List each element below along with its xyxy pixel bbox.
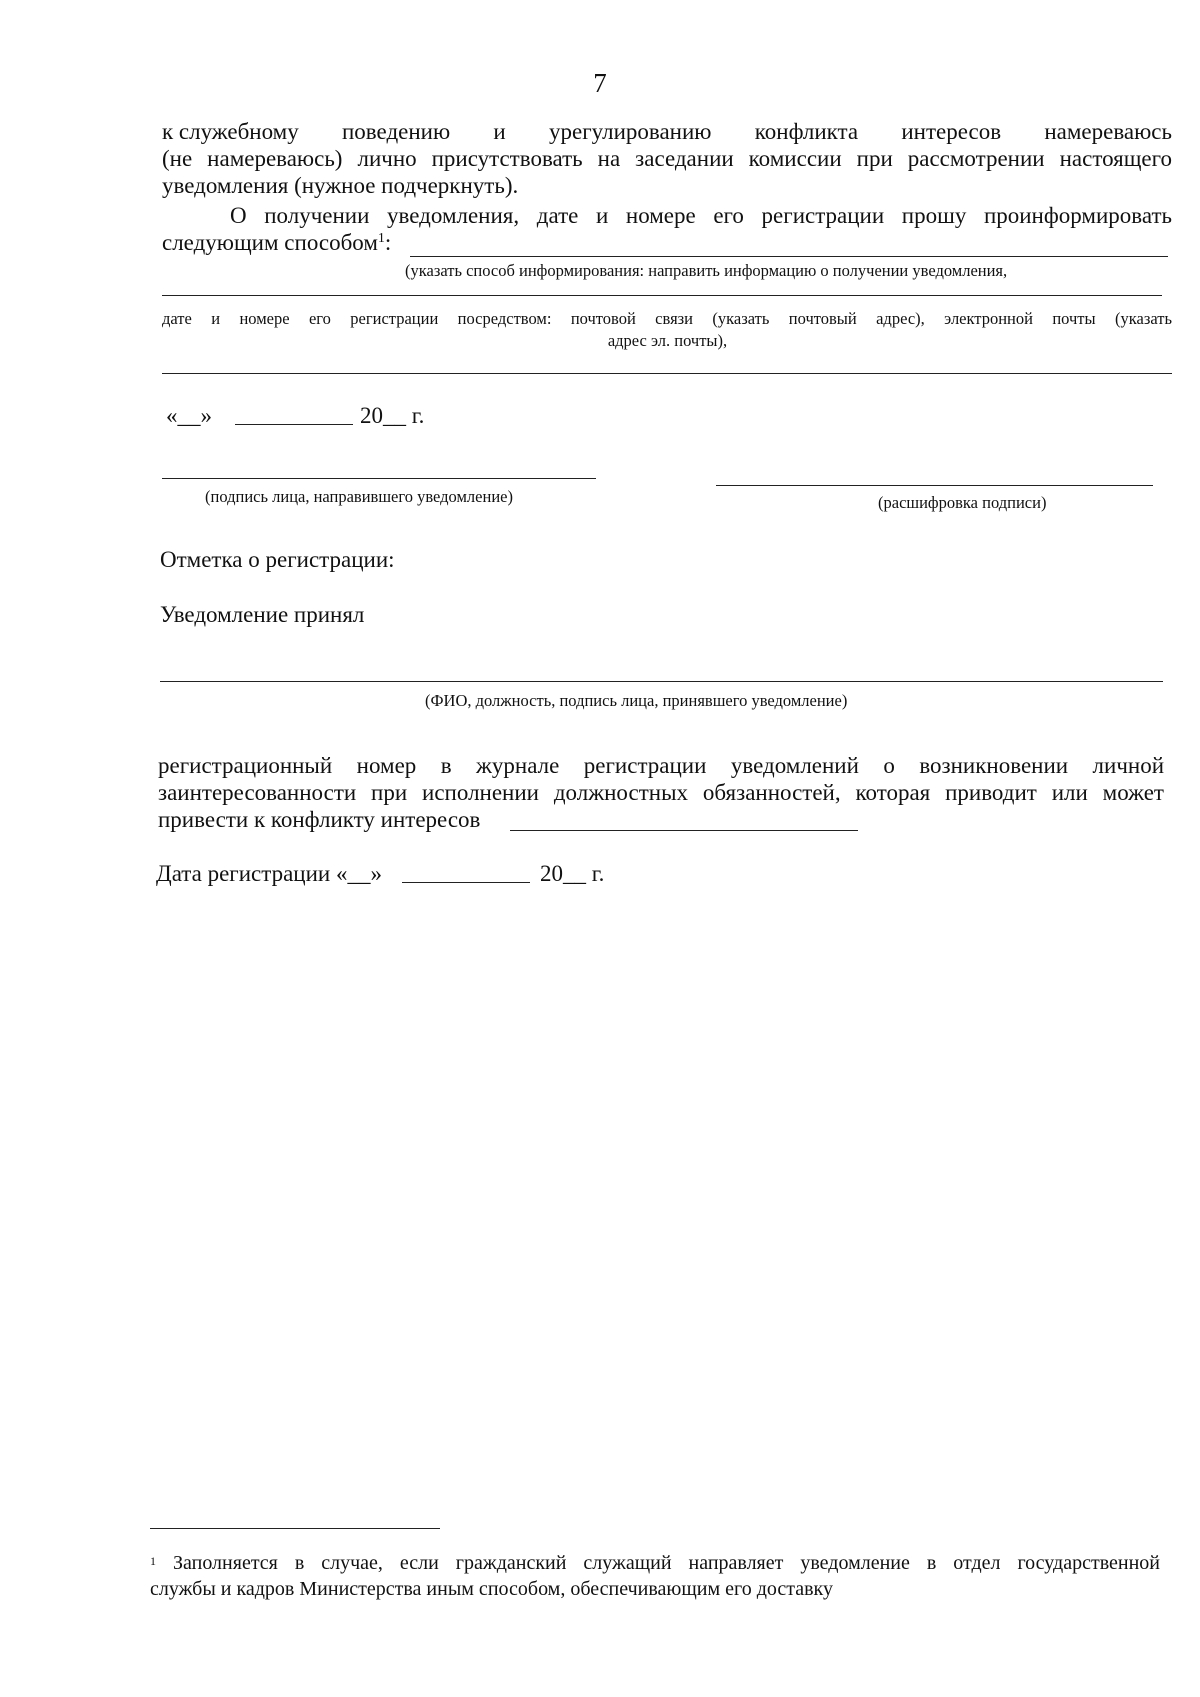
footnote-separator	[150, 1528, 440, 1529]
intro-word: конфликта	[754, 119, 859, 144]
intro-word: интересов	[901, 119, 1002, 144]
reg-number-blank[interactable]	[510, 830, 858, 831]
signature-line[interactable]	[162, 478, 596, 479]
inform-hint-2: дате и номере его регистрации посредством: почтовой связи (указать почтовый адрес), электронной почты (указать	[162, 309, 1172, 328]
intro-word: урегулированию	[549, 119, 712, 144]
inform-line-2-text: следующим способом	[162, 230, 378, 255]
footnote-line-1-text: Заполняется в случае, если гражданский служащий направляет уведомление в отдел государственной	[172, 1552, 1161, 1574]
registration-mark-label: Отметка о регистрации:	[160, 547, 395, 572]
inform-line-2	[162, 229, 1172, 256]
intro-word: намереваюсь	[1044, 119, 1172, 144]
footnote-number: 1	[150, 1554, 156, 1568]
inform-hint-3: адрес эл. почты),	[607, 331, 728, 350]
inform-fill-line-3[interactable]	[162, 373, 1172, 374]
registration-date-label: Дата регистрации «__»	[156, 861, 382, 886]
intro-line-3: уведомления (нужное подчеркнуть).	[162, 173, 519, 198]
inform-hint-1: (указать способ информирования: направить информацию о получении уведомления,	[405, 261, 1008, 280]
footnote-mark: 1	[377, 231, 385, 246]
signature-caption: (подпись лица, направившего уведомление)	[205, 487, 513, 506]
intro-word: к служебному	[162, 119, 299, 144]
inform-fill-line-1[interactable]	[410, 256, 1168, 257]
registration-date-year: 20__ г.	[540, 861, 605, 886]
date-month-blank[interactable]	[235, 424, 353, 425]
intro-line-2: (не намереваюсь) лично присутствовать на заседании комиссии при рассмотрении настоящего	[162, 146, 1172, 171]
signature-decode-line[interactable]	[716, 485, 1153, 486]
inform-line-1: О получении уведомления, дате и номере его регистрации прошу проинформировать	[230, 203, 1172, 228]
page-number: 7	[593, 68, 607, 98]
signature-decode-caption: (расшифровка подписи)	[878, 493, 1047, 512]
footnote-line-1	[150, 1550, 1160, 1576]
colon: :	[384, 230, 392, 255]
intro-paragraph	[162, 118, 1172, 199]
intro-line-1	[162, 118, 1172, 145]
intro-word: и	[493, 119, 506, 144]
accepted-fill-line[interactable]	[160, 681, 1163, 682]
accepted-label: Уведомление принял	[160, 602, 365, 627]
date-year: 20__ г.	[360, 403, 425, 428]
inform-paragraph	[162, 202, 1172, 256]
registration-date-blank[interactable]	[402, 882, 530, 883]
intro-word: поведению	[342, 119, 451, 144]
registration-paragraph	[158, 752, 1164, 833]
footnote-line-2: службы и кадров Министерства иным способом, обеспечивающим его доставку	[150, 1578, 833, 1600]
reg-line-1: регистрационный номер в журнале регистрации уведомлений о возникновении личной	[158, 753, 1164, 778]
reg-line-2: заинтересованности при исполнении должностных обязанностей, которая приводит или может	[158, 780, 1164, 805]
accepted-caption: (ФИО, должность, подпись лица, принявшего уведомление)	[425, 691, 848, 710]
inform-fill-line-2[interactable]	[162, 295, 1162, 296]
reg-line-3: привести к конфликту интересов	[158, 807, 481, 832]
footnote	[150, 1550, 1160, 1602]
date-open: «__»	[166, 403, 212, 428]
